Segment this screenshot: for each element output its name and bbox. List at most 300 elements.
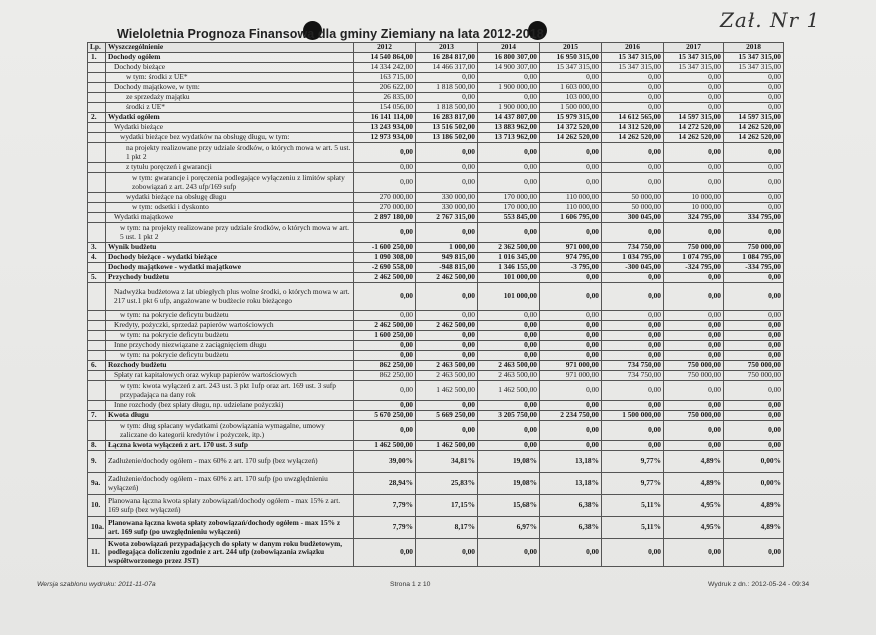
value-cell: 14 262 520,00 [540, 133, 602, 143]
row-number: 5. [88, 273, 106, 283]
row-number [88, 401, 106, 411]
value-cell: 0,00 [724, 331, 784, 341]
table-row [88, 539, 784, 567]
value-cell: 1 500 000,00 [602, 411, 664, 421]
value-cell: 0,00 [602, 311, 664, 321]
value-cell: 0,00 [664, 321, 724, 331]
row-description: w tym: na pokrycie deficytu budżetu [106, 351, 354, 361]
value-cell: 0,00 [540, 143, 602, 163]
value-cell: 553 845,00 [478, 213, 540, 223]
row-description: Łączna kwota wyłączeń z art. 170 ust. 3 sufp [106, 441, 354, 451]
row-description: w tym: na projekty realizowane przy udziale środków, o których mowa w art. 5 ust. 1 pkt 2 [106, 223, 354, 243]
row-number [88, 223, 106, 243]
value-cell: 14 597 315,00 [664, 113, 724, 123]
header-year: 2017 [664, 43, 724, 53]
value-cell: 17,15% [416, 495, 478, 517]
row-description: Planowana łączna kwota spłaty zobowiązań/dochody ogółem - max 15% z art. 169 sufp (po uwzględnieniu wyłączeń) [106, 517, 354, 539]
value-cell: 1 900 000,00 [478, 83, 540, 93]
value-cell: 1 500 000,00 [540, 103, 602, 113]
value-cell: 13,18% [540, 473, 602, 495]
row-description: Kwota zobowiązań przypadających do spłaty w danym roku budżetowym, podlegająca doliczeniu zgodnie z art. 244 ufp (zobowiązania związku współtworzonego przez JST) [106, 539, 354, 567]
value-cell: 0,00 [724, 93, 784, 103]
value-cell: 734 750,00 [602, 243, 664, 253]
row-number [88, 421, 106, 441]
value-cell: 25,83% [416, 473, 478, 495]
value-cell: 330 000,00 [416, 203, 478, 213]
value-cell: 0,00 [354, 173, 416, 193]
row-description: w tym: kwota wyłączeń z art. 243 ust. 3 pkt 1ufp oraz art. 169 ust. 3 sufp przypadająca na dany rok [106, 381, 354, 401]
value-cell: 0,00 [602, 351, 664, 361]
row-description: środki z UE* [106, 103, 354, 113]
value-cell: 0,00 [724, 283, 784, 311]
value-cell: 0,00 [724, 223, 784, 243]
value-cell: 0,00 [664, 341, 724, 351]
value-cell: 5,11% [602, 517, 664, 539]
value-cell: 0,00 [724, 411, 784, 421]
value-cell: 4,95% [664, 495, 724, 517]
header-year: 2016 [602, 43, 664, 53]
value-cell: 300 045,00 [602, 213, 664, 223]
value-cell: 0,00 [664, 283, 724, 311]
value-cell: 170 000,00 [478, 203, 540, 213]
row-number [88, 133, 106, 143]
value-cell: 0,00 [416, 93, 478, 103]
header-year: 2015 [540, 43, 602, 53]
value-cell: 0,00 [724, 273, 784, 283]
row-description: w tym: dług spłacany wydatkami (zobowiązania wymagalne, umowy zaliczane do kategorii kredytów i pożyczek, itp.) [106, 421, 354, 441]
header-description: Wyszczególnienie [106, 43, 354, 53]
row-number [88, 321, 106, 331]
value-cell: 0,00 [602, 273, 664, 283]
row-description: Wydatki majątkowe [106, 213, 354, 223]
row-number: 8. [88, 441, 106, 451]
value-cell: 0,00 [602, 539, 664, 567]
value-cell: 0,00 [478, 163, 540, 173]
table-row [88, 53, 784, 63]
value-cell: 0,00 [540, 283, 602, 311]
value-cell: 0,00 [602, 401, 664, 411]
value-cell: 15,68% [478, 495, 540, 517]
value-cell: 750 000,00 [724, 371, 784, 381]
value-cell: 6,38% [540, 517, 602, 539]
value-cell: 15 347 315,00 [724, 63, 784, 73]
value-cell: 971 000,00 [540, 361, 602, 371]
row-description: w tym: gwarancje i poręczenia podlegające wyłączeniu z limitów spłaty zobowiązań z art. 243 ufp/169 sufp [106, 173, 354, 193]
row-number: 9a. [88, 473, 106, 495]
value-cell: 0,00 [478, 321, 540, 331]
print-date: Wydruk z dn.: 2012-05-24 - 09:34 [708, 581, 810, 588]
value-cell: 0,00 [354, 401, 416, 411]
table-header-row [88, 43, 784, 53]
row-description: Rozchody budżetu [106, 361, 354, 371]
value-cell: 750 000,00 [724, 361, 784, 371]
table-row [88, 311, 784, 321]
value-cell: 1 000,00 [416, 243, 478, 253]
value-cell: 1 462 500,00 [416, 381, 478, 401]
value-cell: 1 346 155,00 [478, 263, 540, 273]
row-description: w tym: na pokrycie deficytu budżetu [106, 331, 354, 341]
value-cell: 4,89% [724, 495, 784, 517]
row-number [88, 351, 106, 361]
row-number: 11. [88, 539, 106, 567]
value-cell: 0,00 [540, 421, 602, 441]
value-cell: 0,00 [724, 321, 784, 331]
row-description: Kwota długu [106, 411, 354, 421]
value-cell: 0,00 [602, 93, 664, 103]
handwritten-annotation: Zał. Nr 1 [720, 8, 821, 32]
value-cell: -334 795,00 [724, 263, 784, 273]
value-cell: 0,00 [540, 539, 602, 567]
row-number [88, 73, 106, 83]
value-cell: 9,77% [602, 473, 664, 495]
value-cell: 26 835,00 [354, 93, 416, 103]
table-row [88, 451, 784, 473]
value-cell: 101 000,00 [478, 283, 540, 311]
value-cell: 7,79% [354, 517, 416, 539]
value-cell: 270 000,00 [354, 193, 416, 203]
row-number [88, 203, 106, 213]
table-row [88, 341, 784, 351]
row-description: Nadwyżka budżetowa z lat ubiegłych plus wolne środki, o których mowa w art. 217 ust.1 pkt 6 ufp, angażowane w budżecie roku bieżącego [106, 283, 354, 311]
value-cell: 1 074 795,00 [664, 253, 724, 263]
row-description: z tytułu poręczeń i gwarancji [106, 163, 354, 173]
value-cell: 39,00% [354, 451, 416, 473]
value-cell: 0,00 [354, 341, 416, 351]
value-cell: 750 000,00 [724, 243, 784, 253]
value-cell: 0,00 [664, 93, 724, 103]
row-description: Kredyty, pożyczki, sprzedaż papierów wartościowych [106, 321, 354, 331]
value-cell: 1 603 000,00 [540, 83, 602, 93]
value-cell: 19,08% [478, 451, 540, 473]
row-number: 6. [88, 361, 106, 371]
value-cell: -2 690 558,00 [354, 263, 416, 273]
value-cell: 1 818 500,00 [416, 103, 478, 113]
table-row [88, 361, 784, 371]
table-row [88, 133, 784, 143]
value-cell: 862 250,00 [354, 361, 416, 371]
row-number [88, 371, 106, 381]
row-description: Dochody ogółem [106, 53, 354, 63]
value-cell: 0,00 [664, 539, 724, 567]
row-description: w tym: odsetki i dyskonto [106, 203, 354, 213]
value-cell: 0,00 [354, 311, 416, 321]
value-cell: 0,00 [540, 381, 602, 401]
value-cell: 10 000,00 [664, 193, 724, 203]
value-cell: 750 000,00 [664, 371, 724, 381]
value-cell: 6,97% [478, 517, 540, 539]
row-description: w tym: na pokrycie deficytu budżetu [106, 311, 354, 321]
value-cell: 734 750,00 [602, 361, 664, 371]
value-cell: 0,00 [602, 331, 664, 341]
value-cell: 1 090 308,00 [354, 253, 416, 263]
table-row [88, 103, 784, 113]
value-cell: 0,00 [602, 73, 664, 83]
value-cell: 15 979 315,00 [540, 113, 602, 123]
header-year: 2014 [478, 43, 540, 53]
row-description: Planowana łączna kwota spłaty zobowiązań/dochody ogółem - max 15% z art. 169 sufp (bez wyłączeń) [106, 495, 354, 517]
value-cell: 0,00 [724, 103, 784, 113]
value-cell: 0,00 [540, 321, 602, 331]
row-description: Inne przychody niezwiązane z zaciągnięciem długu [106, 341, 354, 351]
value-cell: 7,79% [354, 495, 416, 517]
value-cell: 2 767 315,00 [416, 213, 478, 223]
value-cell: 0,00% [724, 451, 784, 473]
value-cell: 5,11% [602, 495, 664, 517]
value-cell: 0,00 [724, 381, 784, 401]
table-row [88, 63, 784, 73]
table-row [88, 83, 784, 93]
value-cell: 13 713 962,00 [478, 133, 540, 143]
value-cell: 949 815,00 [416, 253, 478, 263]
value-cell: 14 262 520,00 [724, 133, 784, 143]
page-number: Strona 1 z 10 [390, 581, 431, 588]
value-cell: 2 897 180,00 [354, 213, 416, 223]
row-description: Inne rozchody (bez spłaty długu, np. udzielane pożyczki) [106, 401, 354, 411]
value-cell: 15 347 315,00 [724, 53, 784, 63]
value-cell: 0,00 [478, 143, 540, 163]
row-number [88, 213, 106, 223]
value-cell: 0,00 [724, 143, 784, 163]
row-number: 7. [88, 411, 106, 421]
value-cell: 0,00 [540, 341, 602, 351]
value-cell: 0,00 [724, 351, 784, 361]
table-row [88, 401, 784, 411]
table-row [88, 441, 784, 451]
value-cell: 0,00 [602, 173, 664, 193]
row-number [88, 93, 106, 103]
value-cell: 0,00 [664, 331, 724, 341]
header-year: 2012 [354, 43, 416, 53]
value-cell: 0,00 [540, 401, 602, 411]
table-row [88, 495, 784, 517]
table-row [88, 203, 784, 213]
table-row [88, 381, 784, 401]
table-row [88, 163, 784, 173]
value-cell: 15 347 315,00 [602, 53, 664, 63]
value-cell: 0,00 [416, 173, 478, 193]
value-cell: 0,00 [540, 223, 602, 243]
value-cell: 0,00 [724, 73, 784, 83]
row-description: wydatki bieżące na obsługę długu [106, 193, 354, 203]
value-cell: 13 883 962,00 [478, 123, 540, 133]
row-number [88, 173, 106, 193]
row-description: Zadłużenie/dochody ogółem - max 60% z art. 170 sufp (bez wyłączeń) [106, 451, 354, 473]
value-cell: 0,00 [354, 283, 416, 311]
value-cell: 0,00 [664, 401, 724, 411]
value-cell: 334 795,00 [724, 213, 784, 223]
value-cell: 0,00 [602, 143, 664, 163]
row-number [88, 143, 106, 163]
value-cell: 8,17% [416, 517, 478, 539]
table-row [88, 371, 784, 381]
value-cell: 12 973 934,00 [354, 133, 416, 143]
value-cell: 0,00 [664, 223, 724, 243]
value-cell: 330 000,00 [416, 193, 478, 203]
value-cell: 0,00 [416, 539, 478, 567]
value-cell: 16 800 307,00 [478, 53, 540, 63]
row-description: Dochody bieżące - wydatki bieżące [106, 253, 354, 263]
value-cell: 15 347 315,00 [602, 63, 664, 73]
value-cell: 13 243 934,00 [354, 123, 416, 133]
value-cell: 0,00 [724, 193, 784, 203]
row-number: 9. [88, 451, 106, 473]
value-cell: 2 463 500,00 [416, 361, 478, 371]
value-cell: 862 250,00 [354, 371, 416, 381]
value-cell: 2 462 500,00 [416, 321, 478, 331]
value-cell: 0,00 [416, 421, 478, 441]
value-cell: 0,00 [664, 73, 724, 83]
table-row [88, 283, 784, 311]
value-cell: 0,00 [478, 401, 540, 411]
value-cell: 2 234 750,00 [540, 411, 602, 421]
value-cell: 0,00 [602, 421, 664, 441]
value-cell: 0,00 [354, 539, 416, 567]
table-row [88, 143, 784, 163]
row-number: 3. [88, 243, 106, 253]
value-cell: 4,89% [724, 517, 784, 539]
value-cell: 0,00 [724, 311, 784, 321]
value-cell: 5 669 250,00 [416, 411, 478, 421]
value-cell: 2 362 500,00 [478, 243, 540, 253]
value-cell: 1 462 500,00 [416, 441, 478, 451]
value-cell: 0,00 [724, 83, 784, 93]
value-cell: 16 950 315,00 [540, 53, 602, 63]
row-description: Spłaty rat kapitałowych oraz wykup papierów wartościowych [106, 371, 354, 381]
value-cell: 0,00 [478, 341, 540, 351]
value-cell: 0,00 [664, 173, 724, 193]
value-cell: 270 000,00 [354, 203, 416, 213]
value-cell: 1 818 500,00 [416, 83, 478, 93]
row-number: 10. [88, 495, 106, 517]
value-cell: -324 795,00 [664, 263, 724, 273]
value-cell: 0,00 [724, 341, 784, 351]
value-cell: 0,00 [416, 143, 478, 163]
table-row [88, 243, 784, 253]
value-cell: 0,00 [664, 351, 724, 361]
value-cell: 0,00 [354, 163, 416, 173]
value-cell: 4,95% [664, 517, 724, 539]
value-cell: 1 462 500,00 [478, 381, 540, 401]
row-number [88, 123, 106, 133]
row-number: 10a. [88, 517, 106, 539]
value-cell: 9,77% [602, 451, 664, 473]
value-cell: 0,00 [602, 283, 664, 311]
value-cell: 2 462 500,00 [416, 273, 478, 283]
value-cell: 10 000,00 [664, 203, 724, 213]
value-cell: 0,00 [416, 163, 478, 173]
table-row [88, 213, 784, 223]
value-cell: 0,00 [724, 163, 784, 173]
table-row [88, 351, 784, 361]
value-cell: 0,00 [416, 73, 478, 83]
value-cell: 4,89% [664, 473, 724, 495]
row-number [88, 163, 106, 173]
value-cell: 14 262 520,00 [724, 123, 784, 133]
value-cell: 14 612 565,00 [602, 113, 664, 123]
value-cell: 750 000,00 [664, 361, 724, 371]
value-cell: 2 463 500,00 [478, 361, 540, 371]
row-description: wydatki bieżące bez wydatków na obsługę długu, w tym: [106, 133, 354, 143]
value-cell: -948 815,00 [416, 263, 478, 273]
value-cell: 28,94% [354, 473, 416, 495]
value-cell: 5 670 250,00 [354, 411, 416, 421]
value-cell: 1 034 795,00 [602, 253, 664, 263]
financial-forecast-table [87, 42, 784, 567]
value-cell: 0,00 [478, 331, 540, 341]
table-row [88, 73, 784, 83]
value-cell: 0,00 [724, 441, 784, 451]
value-cell: 971 000,00 [540, 243, 602, 253]
value-cell: 0,00 [354, 223, 416, 243]
value-cell: 13 186 502,00 [416, 133, 478, 143]
table-row [88, 331, 784, 341]
value-cell: -300 045,00 [602, 263, 664, 273]
value-cell: 15 347 315,00 [664, 53, 724, 63]
value-cell: 0,00 [540, 351, 602, 361]
value-cell: 0,00 [724, 401, 784, 411]
value-cell: 14 597 315,00 [724, 113, 784, 123]
row-number [88, 311, 106, 321]
value-cell: 0,00 [416, 283, 478, 311]
value-cell: 2 463 500,00 [416, 371, 478, 381]
table-row [88, 411, 784, 421]
row-number [88, 103, 106, 113]
value-cell: 2 462 500,00 [354, 321, 416, 331]
value-cell: 750 000,00 [664, 411, 724, 421]
row-number [88, 341, 106, 351]
value-cell: 170 000,00 [478, 193, 540, 203]
table-row [88, 263, 784, 273]
value-cell: 19,08% [478, 473, 540, 495]
value-cell: 14 262 520,00 [664, 133, 724, 143]
table-row [88, 223, 784, 243]
value-cell: 3 205 750,00 [478, 411, 540, 421]
value-cell: 0,00 [540, 73, 602, 83]
value-cell: 0,00 [354, 421, 416, 441]
row-description: w tym: środki z UE* [106, 73, 354, 83]
value-cell: 0,00 [602, 163, 664, 173]
value-cell: 1 600 250,00 [354, 331, 416, 341]
value-cell: 0,00 [602, 381, 664, 401]
value-cell: 0,00 [664, 143, 724, 163]
value-cell: 0,00 [478, 441, 540, 451]
value-cell: 14 372 520,00 [540, 123, 602, 133]
value-cell: 0,00 [724, 203, 784, 213]
value-cell: -3 795,00 [540, 263, 602, 273]
row-number [88, 263, 106, 273]
value-cell: 0,00 [478, 351, 540, 361]
row-number [88, 331, 106, 341]
table-row [88, 93, 784, 103]
value-cell: 0,00 [416, 351, 478, 361]
document-title: Wieloletnia Prognoza Finansowa dla gminy Ziemiany na lata 2012-2018 [117, 27, 544, 41]
row-description: na projekty realizowane przy udziale środków, o których mowa w art. 5 ust. 1 pkt 2 [106, 143, 354, 163]
value-cell: 15 347 315,00 [540, 63, 602, 73]
value-cell: 0,00 [664, 163, 724, 173]
value-cell: 14 466 317,00 [416, 63, 478, 73]
table-row [88, 123, 784, 133]
value-cell: 0,00 [416, 341, 478, 351]
row-description: Zadłużenie/dochody ogółem - max 60% z art. 170 sufp (po uwzględnieniu wyłączeń) [106, 473, 354, 495]
value-cell: 14 312 520,00 [602, 123, 664, 133]
table-row [88, 113, 784, 123]
value-cell: 0,00 [664, 273, 724, 283]
row-number [88, 83, 106, 93]
row-number: 1. [88, 53, 106, 63]
value-cell: 0,00 [478, 93, 540, 103]
value-cell: 2 463 500,00 [478, 371, 540, 381]
value-cell: 206 622,00 [354, 83, 416, 93]
